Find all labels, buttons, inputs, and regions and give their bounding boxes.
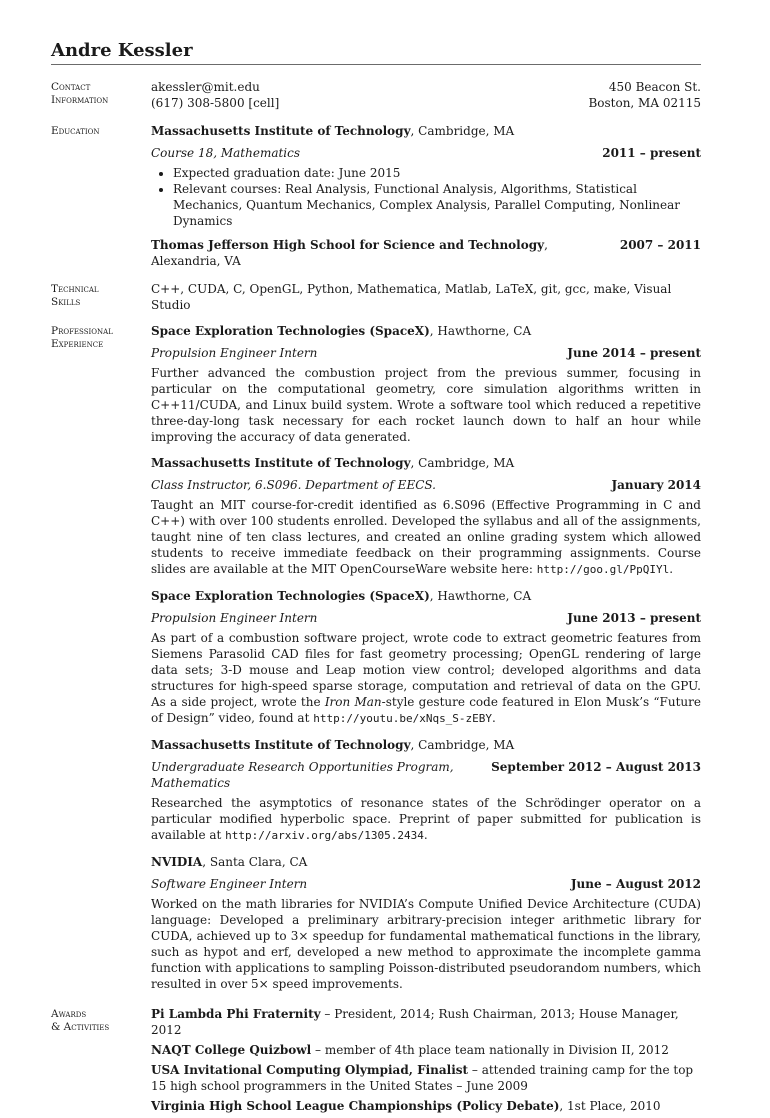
contact-address <box>588 79 701 111</box>
experience-body <box>151 323 701 992</box>
award-item: NAQT College Quizbowl – member of 4th place team nationally in Division II, 2012 <box>151 1043 669 1057</box>
list-item: • Relevant courses: Real Analysis, Functional Analysis, Algorithms, Statistical Mechanics, Quantum Mechanics, Complex Analysis, Parallel Computing, Nonlinear Dynamics <box>173 181 701 229</box>
experience-label: Professional Experience <box>51 325 113 350</box>
contact-left <box>151 79 279 111</box>
entry-role: Undergraduate Research Opportunities Program, Mathematics <box>151 760 454 790</box>
entry-description: Researched the asymptotics of resonance states of the Schrödinger operator on a particular modified hyperbolic space. Preprint of paper submitted for publication is available at http://arxiv.org/abs/1305.2434. <box>151 796 701 842</box>
experience-section <box>51 323 701 992</box>
awards-section <box>51 1006 701 1118</box>
education-program-row <box>151 145 701 161</box>
address-line2: Boston, MA 02115 <box>588 96 701 110</box>
entry-org: NVIDIA, Santa Clara, CA <box>151 855 308 869</box>
entry-role-row <box>151 876 701 892</box>
entry-org: Space Exploration Technologies (SpaceX), Hawthorne, CA <box>151 589 532 603</box>
entry-role-row <box>151 759 701 791</box>
course-slides-link[interactable]: http://goo.gl/PpQIYl <box>536 563 670 576</box>
awards-label: Awards & Activities <box>51 1008 110 1033</box>
experience-entry <box>151 854 701 992</box>
entry-role: Software Engineer Intern <box>151 877 308 891</box>
address-line1: 450 Beacon St. <box>608 80 701 94</box>
entry-description: Further advanced the combustion project from the previous summer, focusing in particular on the computational geometry, core simulation algorithms written in C++11/CUDA, and Linux build system. Wrote a software tool which reduced a repetitive three-day-long task necessary for each rocket launch down to half an hour while improving the accuracy of data generated. <box>151 366 701 444</box>
education-org-tj: Thomas Jefferson High School for Science and Technology, Alexandria, VA 2007 – 2011 <box>151 238 701 268</box>
entry-role-row <box>151 345 701 361</box>
education-dates: 2011 – present <box>602 146 701 160</box>
entry-role-row <box>151 477 701 493</box>
entry-org: Massachusetts Institute of Technology, Cambridge, MA <box>151 456 515 470</box>
award-item: USA Invitational Computing Olympiad, Finalist – attended training camp for the top 15 high school programmers in the United States – June 2009 <box>151 1063 694 1093</box>
entry-description: Taught an MIT course-for-credit identified as 6.S096 (Effective Programming in C and C++) with over 100 students enrolled. Developed the syllabus and all of the assignments, taught nine of ten class lectures, and created an online grading system which allowed students to receive immediate feedback on their programming assignments. Course slides are available at the MIT OpenCourseWare website here: http://goo.gl/PpQIYl. <box>151 498 701 576</box>
header-rule <box>51 64 701 65</box>
contact-label: Contact Information <box>51 81 109 106</box>
education-program: Course 18, Mathematics <box>151 146 301 160</box>
skills-text: C++, CUDA, C, OpenGL, Python, Mathematica, Matlab, LaTeX, git, gcc, make, Visual Studio <box>151 282 672 312</box>
awards-body <box>151 1006 701 1118</box>
skills-label: Technical Skills <box>51 283 99 308</box>
entry-org: Massachusetts Institute of Technology, Cambridge, MA <box>151 738 515 752</box>
education-label: Education <box>51 125 100 137</box>
education-section <box>51 123 701 269</box>
experience-entry <box>151 737 701 844</box>
phone: (617) 308-5800 [cell] <box>151 96 280 110</box>
entry-role: Class Instructor, 6.S096. Department of EECS. <box>151 478 436 492</box>
experience-entry <box>151 455 701 578</box>
entry-dates: June 2014 – present <box>567 346 701 360</box>
preprint-link[interactable]: http://arxiv.org/abs/1305.2434 <box>225 829 424 842</box>
education-bullets <box>151 165 701 229</box>
list-item: • Expected graduation date: June 2015 <box>173 165 701 181</box>
entry-description: Worked on the math libraries for NVIDIA’s Compute Unified Device Architecture (CUDA) language: Developed a preliminary arbitrary-precision integer arithmetic library for CUDA, achieved up to 3× speedup for fundamental mathematical functions in the library, such as hypot and erf, developed a new method to approximate the incomplete gamma function with applications to sampling Poisson-distributed pseudorandom numbers, which resulted in over 5× speed improvements. <box>151 897 701 991</box>
education-body <box>151 123 701 269</box>
video-link[interactable]: http://youtu.be/xNqs_S-zEBY <box>313 712 493 725</box>
entry-dates: June – August 2012 <box>570 877 701 891</box>
entry-description: As part of a combustion software project, wrote code to extract geometric features from Siemens Parasolid CAD files for fast geometry processing; OpenGL rendering of large data sets; 3-D mouse and Leap motion view control; developed algorithms and data structures for high-speed sparse storage, computation and retrieval of data on the GPU. As a side project, wrote the Iron Man-style gesture code featured in Elon Musk’s “Future of Design” video, found at http://youtu.be/xNqs_S-zEBY. <box>151 631 701 725</box>
skills-section <box>51 281 701 313</box>
education-org-mit: Massachusetts Institute of Technology, Cambridge, MA <box>151 124 515 138</box>
entry-role: Propulsion Engineer Intern <box>151 611 318 625</box>
resume-page <box>51 40 701 1118</box>
entry-dates: September 2012 – August 2013 <box>491 760 701 774</box>
entry-role-row <box>151 610 701 626</box>
experience-entry <box>151 588 701 727</box>
entry-org: Space Exploration Technologies (SpaceX), Hawthorne, CA <box>151 324 532 338</box>
email-link[interactable]: akessler@mit.edu <box>151 80 260 94</box>
education-tj-dates: 2007 – 2011 <box>619 238 701 252</box>
entry-dates: January 2014 <box>611 478 701 492</box>
candidate-name: Andre Kessler <box>51 40 193 61</box>
entry-dates: June 2013 – present <box>567 611 701 625</box>
experience-entry <box>151 323 701 445</box>
award-item: Virginia High School League Championships (Policy Debate), 1st Place, 2010 <box>151 1099 661 1113</box>
award-item: Pi Lambda Phi Fraternity – President, 2014; Rush Chairman, 2013; House Manager, 2012 <box>151 1007 679 1037</box>
contact-section <box>51 79 701 111</box>
entry-role: Propulsion Engineer Intern <box>151 346 318 360</box>
contact-details <box>151 79 701 111</box>
